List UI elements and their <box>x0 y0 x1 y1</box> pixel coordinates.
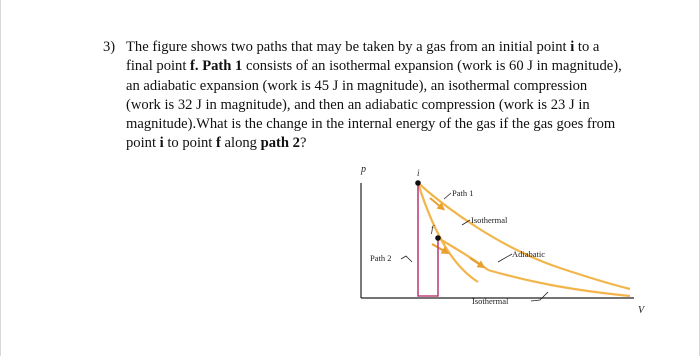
p-axis-label: p <box>361 164 366 175</box>
point-i-label-2: i <box>159 135 164 152</box>
point-i-label: i <box>570 39 575 55</box>
question-number: 3) <box>103 39 116 55</box>
question-text-part7: ? <box>299 135 307 152</box>
point-f-label-2: f <box>216 135 221 152</box>
adiabatic-label: Adiabatic <box>512 249 546 259</box>
path1-figure-label: Path 1 <box>452 188 474 198</box>
path2-figure-label: Path 2 <box>370 253 392 263</box>
question-text-part1: The figure shows two paths that may be taken by a gas from an initial point <box>126 39 571 55</box>
path2-label: path 2 <box>260 135 300 152</box>
question-text-part4: consists of an isothermal expansion (work is 60 J in magnitude), an adiabatic expansion (work is 45 J in magnitude), an isothermal compression (work is 32 J in magnitude), and then an adiabatic compression (work is 23 J in magnitude).What is the change in the internal energy of the gas if the gas goes from point <box>126 58 622 152</box>
point-f-label: f. <box>190 58 199 75</box>
question-text-part5: to point <box>163 135 217 152</box>
path2-leader <box>401 256 412 262</box>
question-text-part2: to a final point <box>126 39 600 75</box>
path1-leader <box>444 193 451 199</box>
v-axis-label: V <box>638 305 645 316</box>
question-text-part6: along <box>220 135 261 152</box>
path2-line <box>418 184 438 296</box>
isothermal-curve-top <box>418 183 630 289</box>
isothermal-bottom-label: Isothermal <box>472 296 509 306</box>
path1-label: Path 1 <box>202 58 243 75</box>
point-f <box>435 235 441 241</box>
point-i <box>415 180 421 186</box>
point-f-text: f <box>431 224 434 234</box>
path1-arrow-2 <box>470 258 482 266</box>
isothermal-bottom-leader <box>531 292 548 301</box>
point-i-text: i <box>417 168 420 178</box>
isothermal-top-label: Isothermal <box>471 215 508 225</box>
adiabatic-leader <box>498 254 512 262</box>
